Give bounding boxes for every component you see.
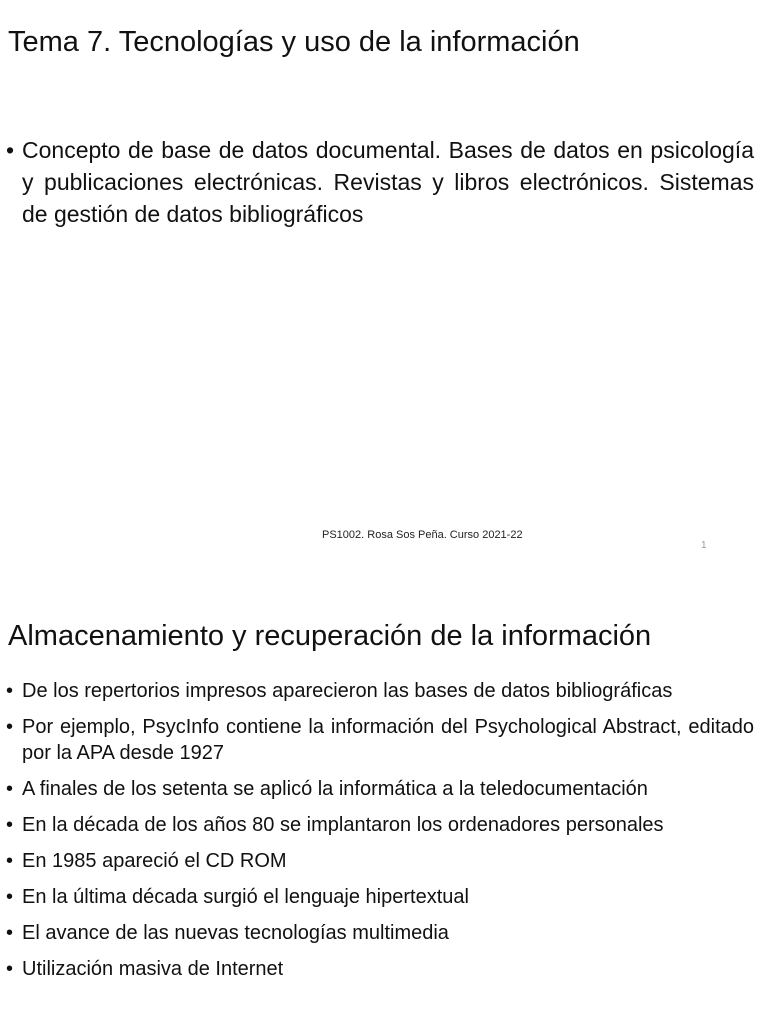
list-item [6,714,754,766]
bullet-list [6,134,754,230]
list-item [6,956,754,982]
list-item [6,812,754,838]
bullet-icon: • [6,814,14,836]
bullet-icon: • [6,922,14,944]
list-item [6,848,754,874]
list-item-text: El avance de las nuevas tecnologías multimedia [22,922,449,944]
slide-footer: PS1002. Rosa Sos Peña. Curso 2021-22 [322,529,523,541]
bullet-icon: • [6,958,14,980]
list-item-text: En la última década surgió el lenguaje hipertextual [22,886,469,908]
list-item [6,678,754,704]
list-item-text: De los repertorios impresos aparecieron las bases de datos bibliográficas [22,680,673,702]
bullet-icon: • [6,886,14,908]
list-item-text: A finales de los setenta se aplicó la informática a la teledocumentación [22,778,648,800]
page-number: 1 [701,540,707,551]
slide-title: Tema 7. Tecnologías y uso de la información [8,26,580,58]
slide-title: Almacenamiento y recuperación de la información [8,620,652,652]
list-item [6,884,754,910]
bullet-list [6,678,754,992]
list-item [6,134,754,230]
list-item-text: En la década de los años 80 se implantaron los ordenadores personales [22,814,664,836]
list-item-text: Concepto de base de datos documental. Bases de datos en psicología y publicaciones electrónicas. Revistas y libros electrónicos. Sistemas de gestión de datos bibliográficos [22,137,754,227]
list-item-text: Por ejemplo, PsycInfo contiene la información del Psychological Abstract, editado por la APA desde 1927 [22,716,754,764]
list-item [6,776,754,802]
list-item [6,920,754,946]
bullet-icon: • [6,680,14,702]
bullet-icon: • [6,137,15,163]
list-item-text: En 1985 apareció el CD ROM [22,850,287,872]
bullet-icon: • [6,778,14,800]
list-item-text: Utilización masiva de Internet [22,958,284,980]
bullet-icon: • [6,716,14,738]
slide-2 [0,576,768,1024]
bullet-icon: • [6,850,14,872]
